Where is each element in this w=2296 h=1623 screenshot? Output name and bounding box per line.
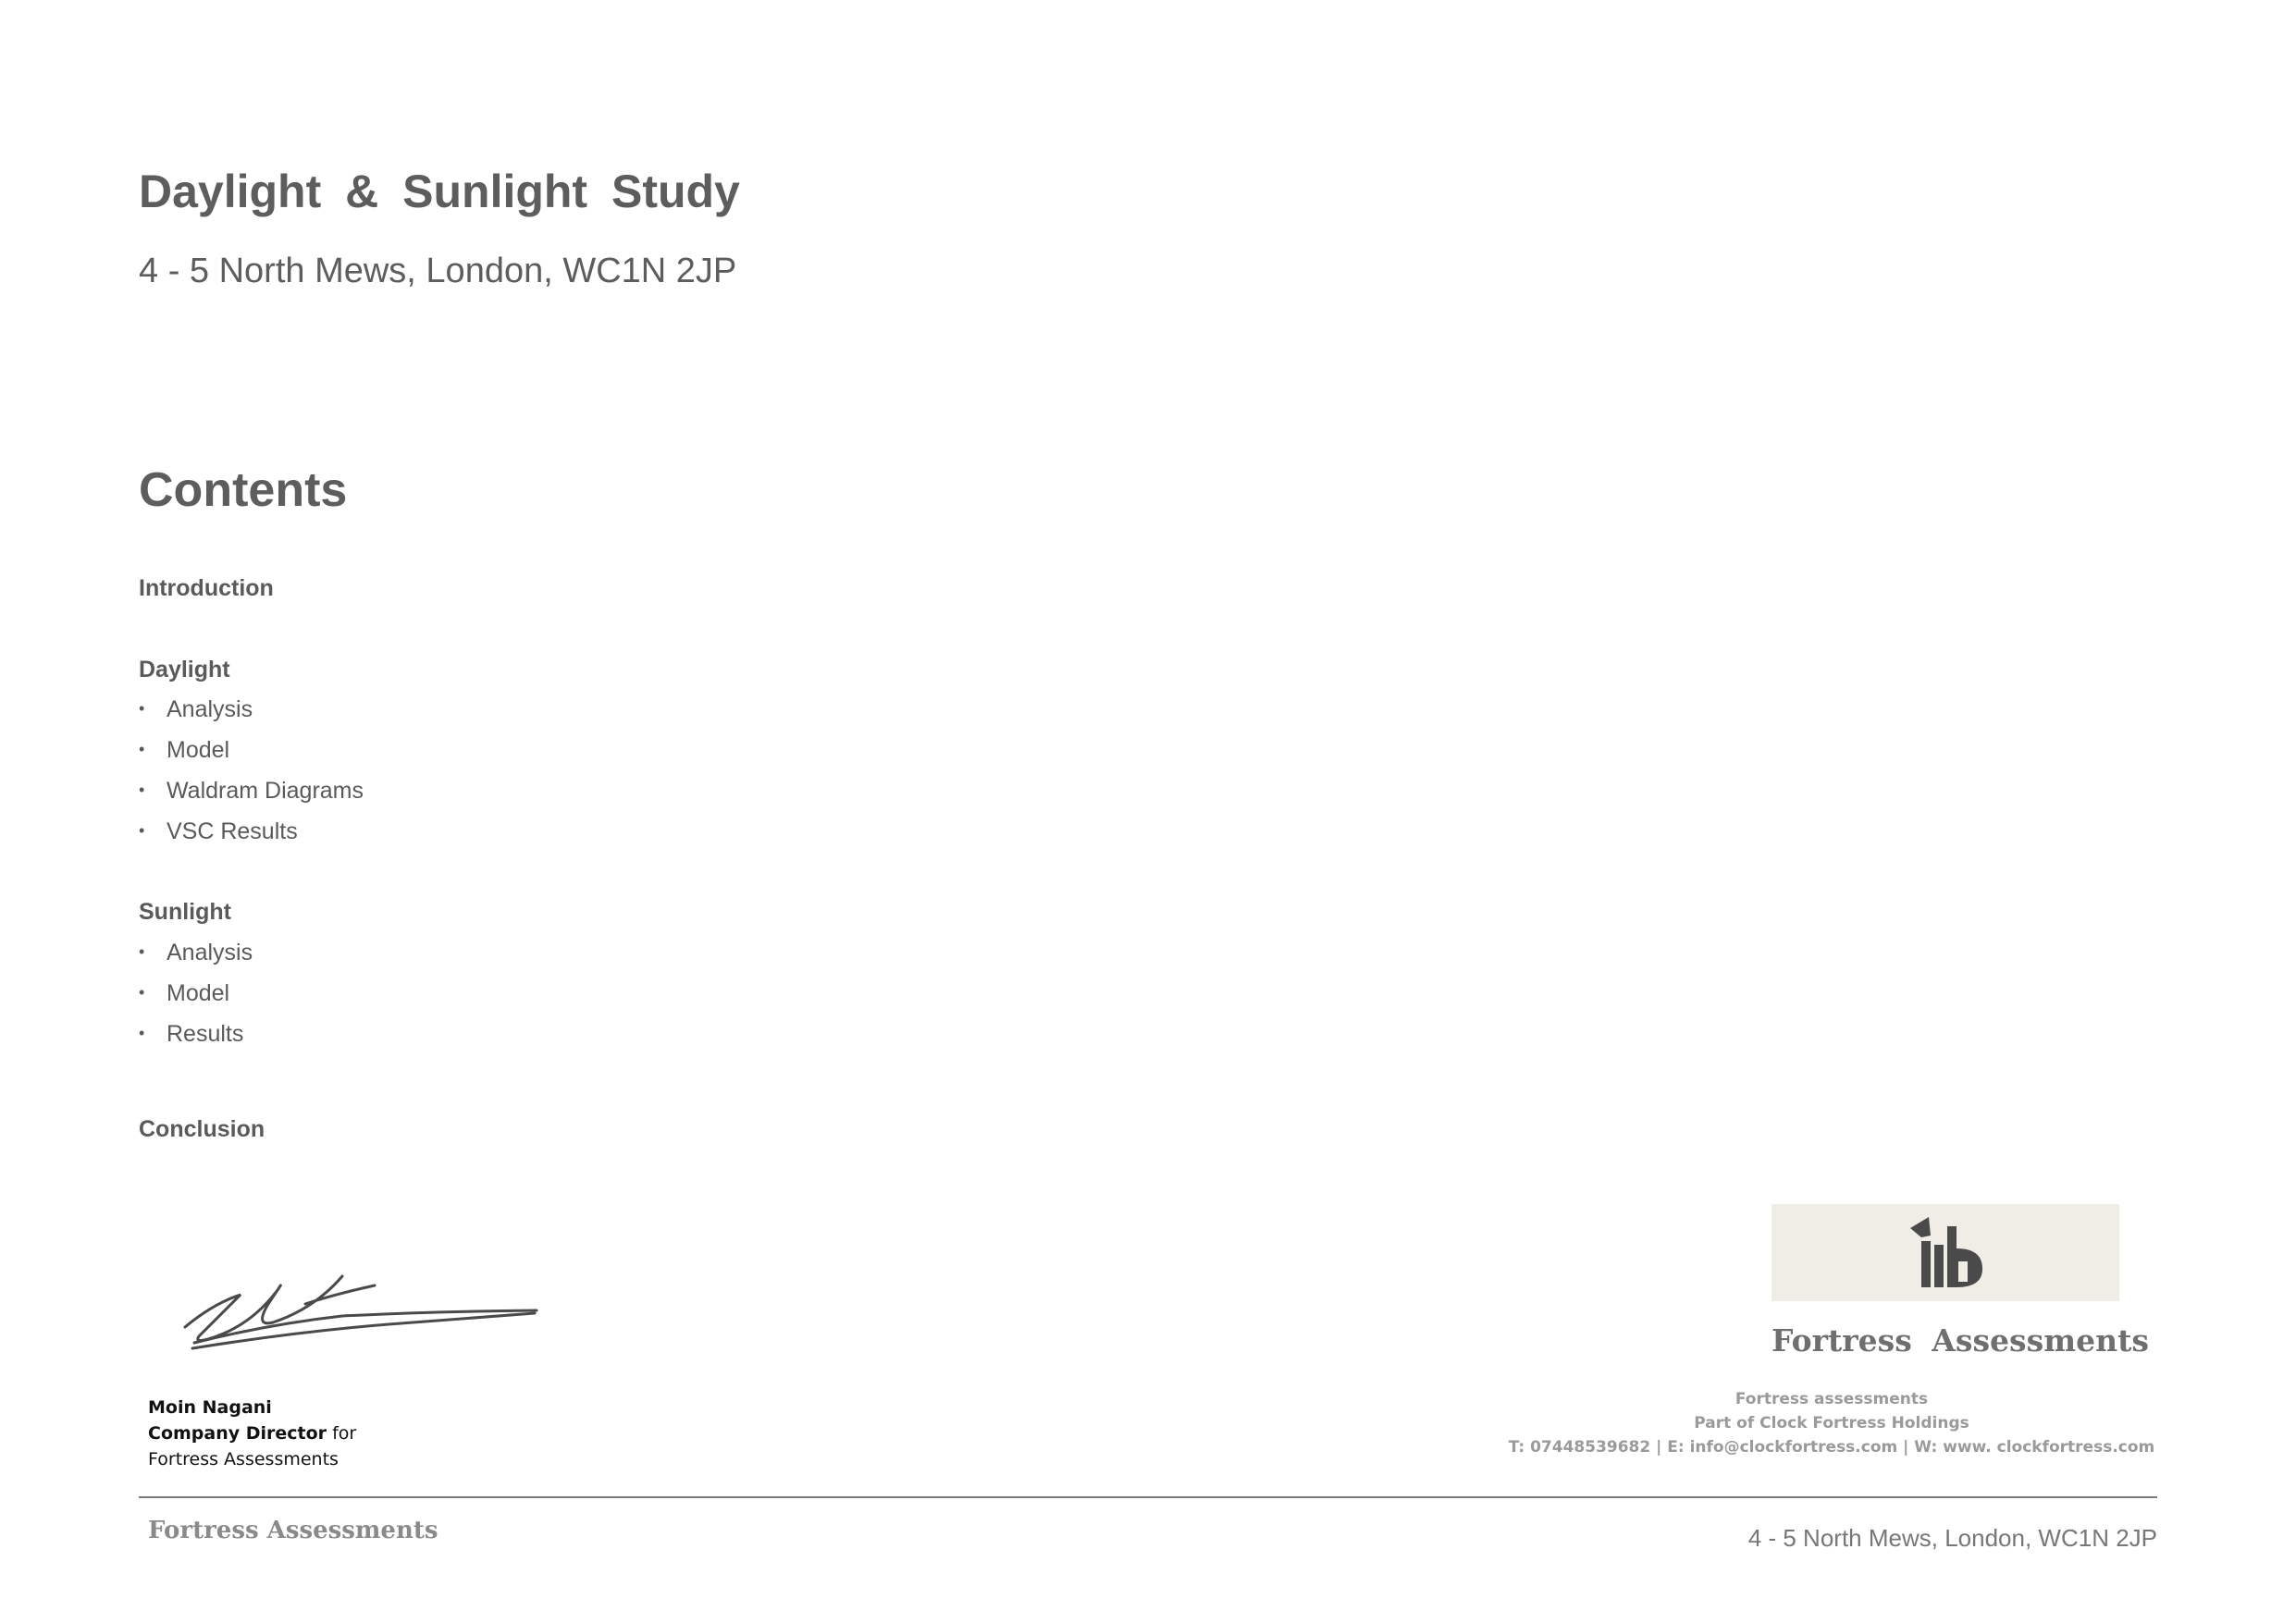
toc-sunlight-heading: Sunlight — [139, 899, 231, 925]
toc-sunlight-item: • Analysis — [139, 940, 253, 965]
signer-name: Moin Nagani — [148, 1397, 272, 1418]
toc-daylight-heading: Daylight — [139, 657, 230, 682]
company-logo — [1771, 1204, 2119, 1301]
bullet-icon: • — [139, 781, 145, 799]
document-subtitle: 4 - 5 North Mews, London, WC1N 2JP — [139, 252, 737, 290]
toc-introduction: Introduction — [139, 575, 274, 601]
logo-wordmark: Fortress Assessments — [1771, 1322, 2149, 1359]
toc-sunlight-item: • Results — [139, 1021, 244, 1047]
company-info: Fortress assessments Part of Clock Fortress Holdings T: 07448539682 | E: info@clockfortress.com | W: www. clockfortress.com — [1508, 1390, 2155, 1457]
fortress-logo-icon — [1908, 1217, 1986, 1289]
toc-daylight-item: • VSC Results — [139, 818, 298, 844]
toc-daylight-item: • Waldram Diagrams — [139, 778, 364, 804]
bullet-icon: • — [139, 821, 145, 840]
signature-image — [157, 1239, 574, 1378]
footer-divider — [139, 1496, 2157, 1498]
bullet-icon: • — [139, 983, 145, 1002]
footer-address: 4 - 5 North Mews, London, WC1N 2JP — [1747, 1524, 2157, 1552]
bullet-icon: • — [139, 699, 145, 718]
bullet-icon: • — [139, 942, 145, 961]
toc-sunlight-item: • Model — [139, 980, 230, 1006]
bullet-icon: • — [139, 740, 145, 758]
footer-company-name: Fortress Assessments — [148, 1517, 438, 1544]
toc-daylight-item: • Model — [139, 737, 230, 763]
signer-role: Company Director — [148, 1423, 327, 1444]
document-title: Daylight & Sunlight Study — [139, 166, 740, 217]
signer-block: Moin Nagani Company Director for Fortress Assessments — [148, 1395, 356, 1472]
toc-daylight-item: • Analysis — [139, 696, 253, 722]
signer-company: Fortress Assessments — [148, 1449, 339, 1469]
bullet-icon: • — [139, 1024, 145, 1042]
toc-conclusion: Conclusion — [139, 1116, 265, 1142]
contents-heading: Contents — [139, 463, 348, 517]
